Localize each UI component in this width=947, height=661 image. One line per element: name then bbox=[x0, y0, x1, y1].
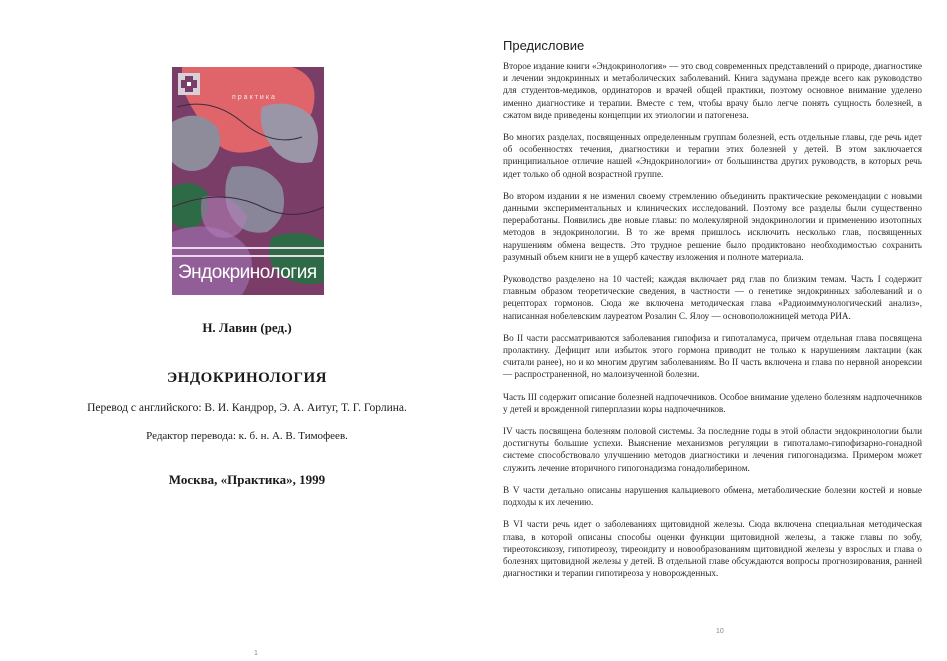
cover-series-label: практика bbox=[232, 94, 277, 101]
preface-body bbox=[503, 60, 922, 589]
paragraph: Второе издание книги «Эндокринология» — это свод современных представлений о природе, диагностике и лечении эндокринных и метаболических заболеваний. Книга задумана прежде всего как руководство для студентов-медиков, ординаторов и врачей общей практики, поэтому основное внимание уделено именно диагностике и терапии. Вместе с тем, чтобы врачу было легче понять сущность болезней, в сжатом виде приведены концепции их этиологии и патогенеза. bbox=[503, 61, 922, 120]
imprint: Москва, «Практика», 1999 bbox=[168, 472, 326, 487]
left-page-number: 1 bbox=[254, 650, 258, 657]
paragraph: Во II части рассматриваются заболевания гипофиза и гипоталамуса, причем отдельная глава посвящена пролактину. Дефицит или избыток этого гормона приводит не только к нарушениям лактации (как считали ранее), но и ко многим другим заболеваниям. Во II часть включена и глава по нервной анорексии — распространенной, но малоизученной болезни. bbox=[503, 332, 922, 380]
cover-artwork bbox=[172, 67, 324, 295]
paragraph: Во втором издании я не изменил своему стремлению объединить практические рекомендации с новыми данными экспериментальных и клинических исследований. Поэтому все разделы были существенно переработаны. Появились две новые главы: по молекулярной эндокринологии и применению изотопных методов в эндокринологии. В то же время пришлось исключить несколько глав, посвященных нарушениям обмена веществ. Это трудное решение было продиктовано необходимостью сохранить разумный объем книги не в ущерб качеству изложения и полноте материала. bbox=[503, 190, 922, 262]
translation-credits: Перевод с английского: В. И. Кандрор, Э. А. Аитуг, Т. Г. Горлина. bbox=[87, 402, 407, 414]
editor-credit: Редактор перевода: к. б. н. А. В. Тимофеев. bbox=[146, 430, 348, 442]
paragraph: В V части детально описаны нарушения кальциевого обмена, метаболические болезни костей и новые подходы к их лечению. bbox=[503, 484, 922, 508]
preface-heading: Предисловие bbox=[503, 38, 585, 53]
paragraph: В VI части речь идет о заболеваниях щитовидной железы. Сюда включена специальная методическая глава, в которой описаны способы оценки функции щитовидной железы, а также главы по зобу, тиреотоксикозу, гипотиреозу, тиреоидиту и новообразованиям щитовидной железы у взрослых и глава о болезнях щитовидной железы у детей. В отдельной главе обсуждаются вопросы прогнозирования, ранней диагностики и терапии гипотиреоза у новорожденных. bbox=[503, 519, 922, 579]
right-page-number: 10 bbox=[716, 628, 724, 635]
cover-title: Эндокринология bbox=[178, 262, 317, 283]
paragraph: Часть III содержит описание болезней надпочечников. Особое внимание уделено болезням надпочечников у детей и врожденной гиперплазии коры надпочечников. bbox=[503, 391, 922, 414]
book-title: ЭНДОКРИНОЛОГИЯ bbox=[166, 370, 327, 386]
paragraph: Во многих разделах, посвященных определенным группам болезней, есть отдельные главы, где речь идет об особенностях течения, диагностики и терапии этих болезней у детей. В этом заключается принципиальное отличие нашей «Эндокринологии» от большинства других руководств, в которых речь идет только об одной возрастной группе. bbox=[503, 132, 922, 179]
author: Н. Лавин (ред.) bbox=[202, 320, 292, 335]
paragraph: IV часть посвящена болезням половой системы. За последние годы в этой области эндокринологии были достигнуты большие успехи. Выяснение механизмов регуляции в гипоталамо-гипофизарно-гонадной системе способствовало улучшению методов диагностики и лечения гипогонадизма. Примером может служить лечение вторичного гипогонадизма гонадолиберином. bbox=[503, 426, 922, 473]
book-cover bbox=[172, 67, 324, 295]
paragraph: Руководство разделено на 10 частей; каждая включает ряд глав по близким темам. Часть I содержит главным образом теоретические сведения, в частности — о генетике эндокринных заболеваний и о рецепторах гормонов. Сюда же включена методическая глава «Радиоиммунологический анализ», написанная нобелевским лауреатом Розалин С. Ялоу — основоположницей метода РИА. bbox=[503, 274, 922, 321]
